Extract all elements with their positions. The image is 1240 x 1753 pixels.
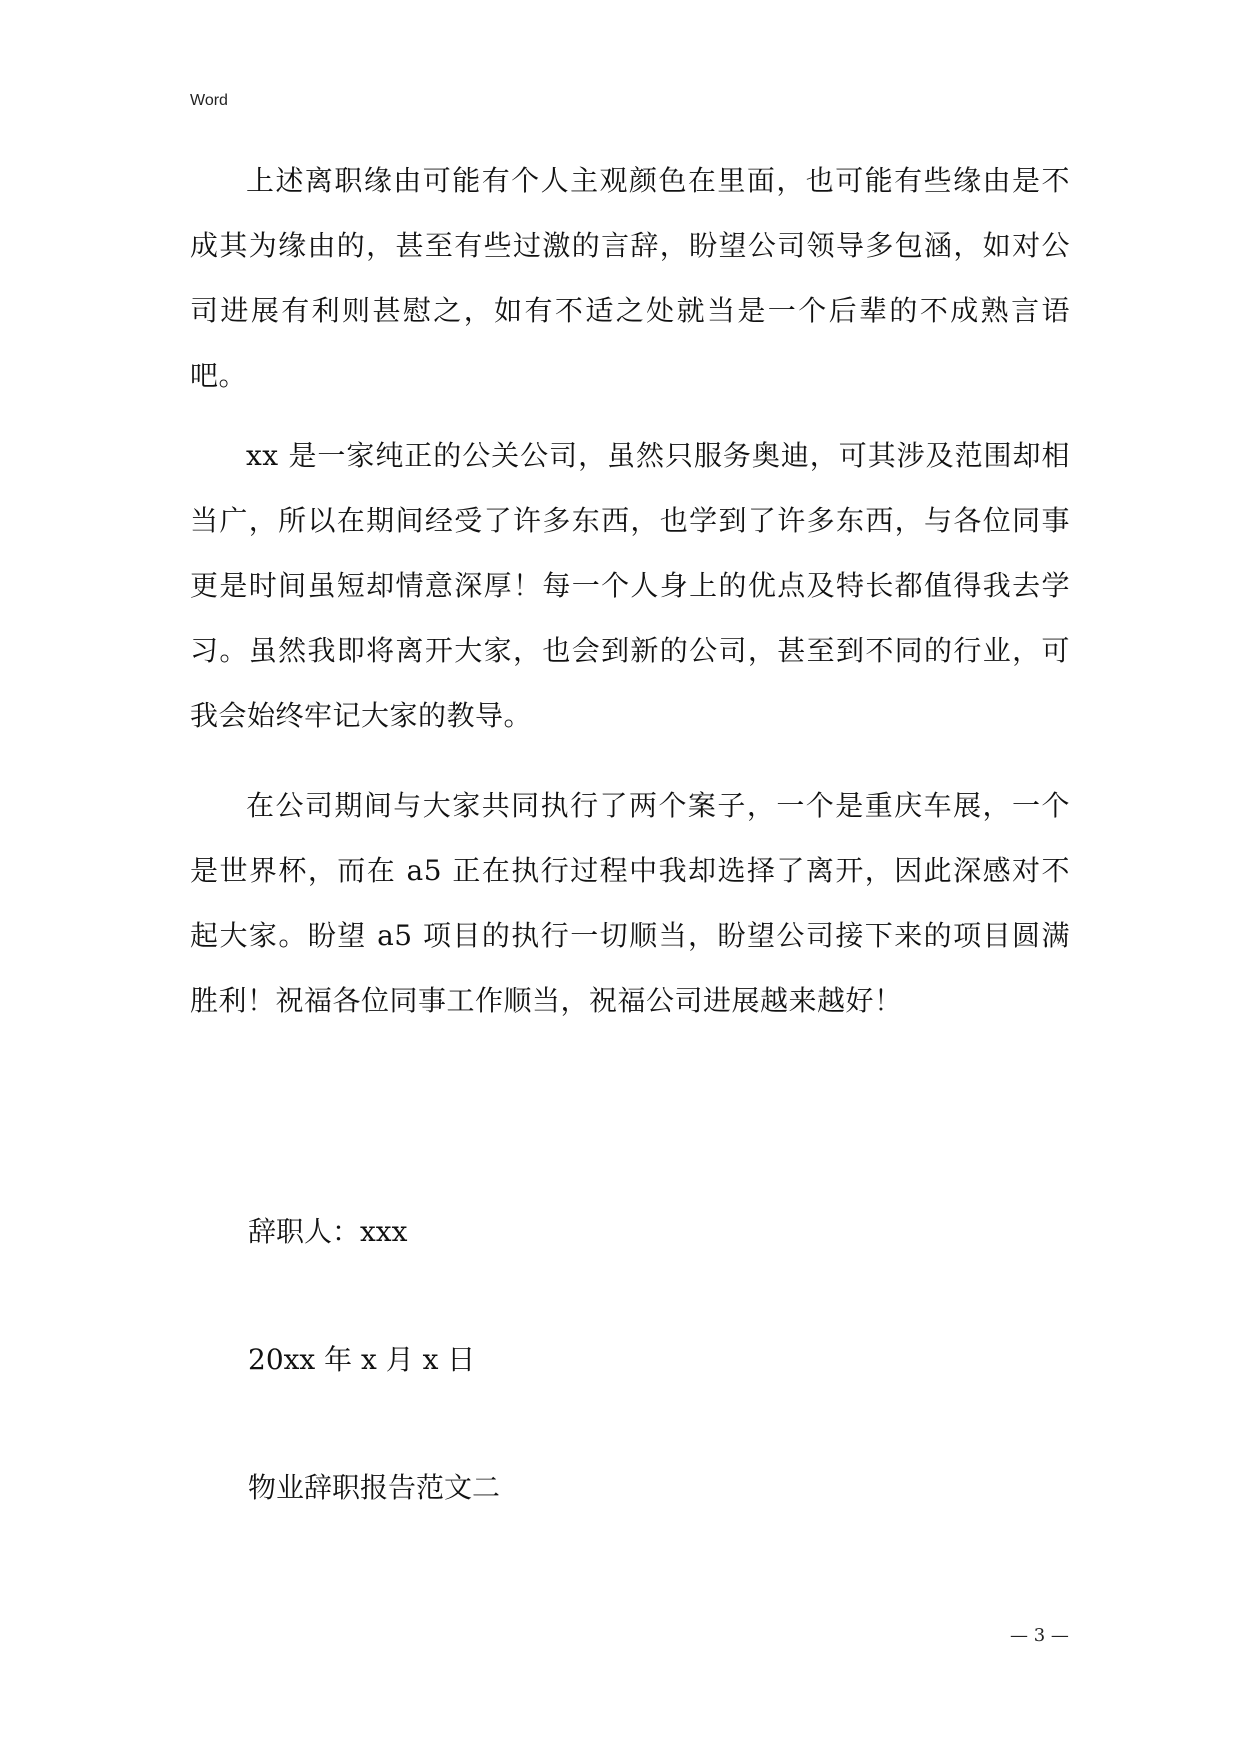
paragraph-company-gratitude: xx 是一家纯正的公关公司，虽然只服务奥迪，可其涉及范围却相当广，所以在期间经受了许多东西，也学到了许多东西，与各位同事更是时间虽短却情意深厚！每一个人身上的优点及特长都值得我去学习。虽然我即将离开大家，也会到新的公司，甚至到不同的行业，可我会始终牢记大家的教导。 xyxy=(190,439,1070,732)
next-section-title: 物业辞职报告范文二 xyxy=(248,1471,501,1504)
date-line: 20xx 年 x 月 x 日 xyxy=(248,1343,476,1376)
document-header-label: Word xyxy=(190,92,228,109)
paragraph-reasons-apology: 上述离职缘由可能有个人主观颜色在里面，也可能有些缘由是不成其为缘由的，甚至有些过激的言辞，盼望公司领导多包涵，如对公司进展有利则甚慰之，如有不适之处就当是一个后辈的不成熟言语吧。 xyxy=(190,164,1070,392)
paragraph-projects-farewell: 在公司期间与大家共同执行了两个案子，一个是重庆车展，一个是世界杯，而在 a5 正在执行过程中我却选择了离开，因此深感对不起大家。盼望 a5 项目的执行一切顺当，盼望公司接下来的项目圆满胜利！祝福各位同事工作顺当，祝福公司进展越来越好！ xyxy=(190,789,1070,1017)
page-number: — 3 — xyxy=(1010,1625,1069,1646)
signature-line: 辞职人：xxx xyxy=(248,1215,408,1248)
